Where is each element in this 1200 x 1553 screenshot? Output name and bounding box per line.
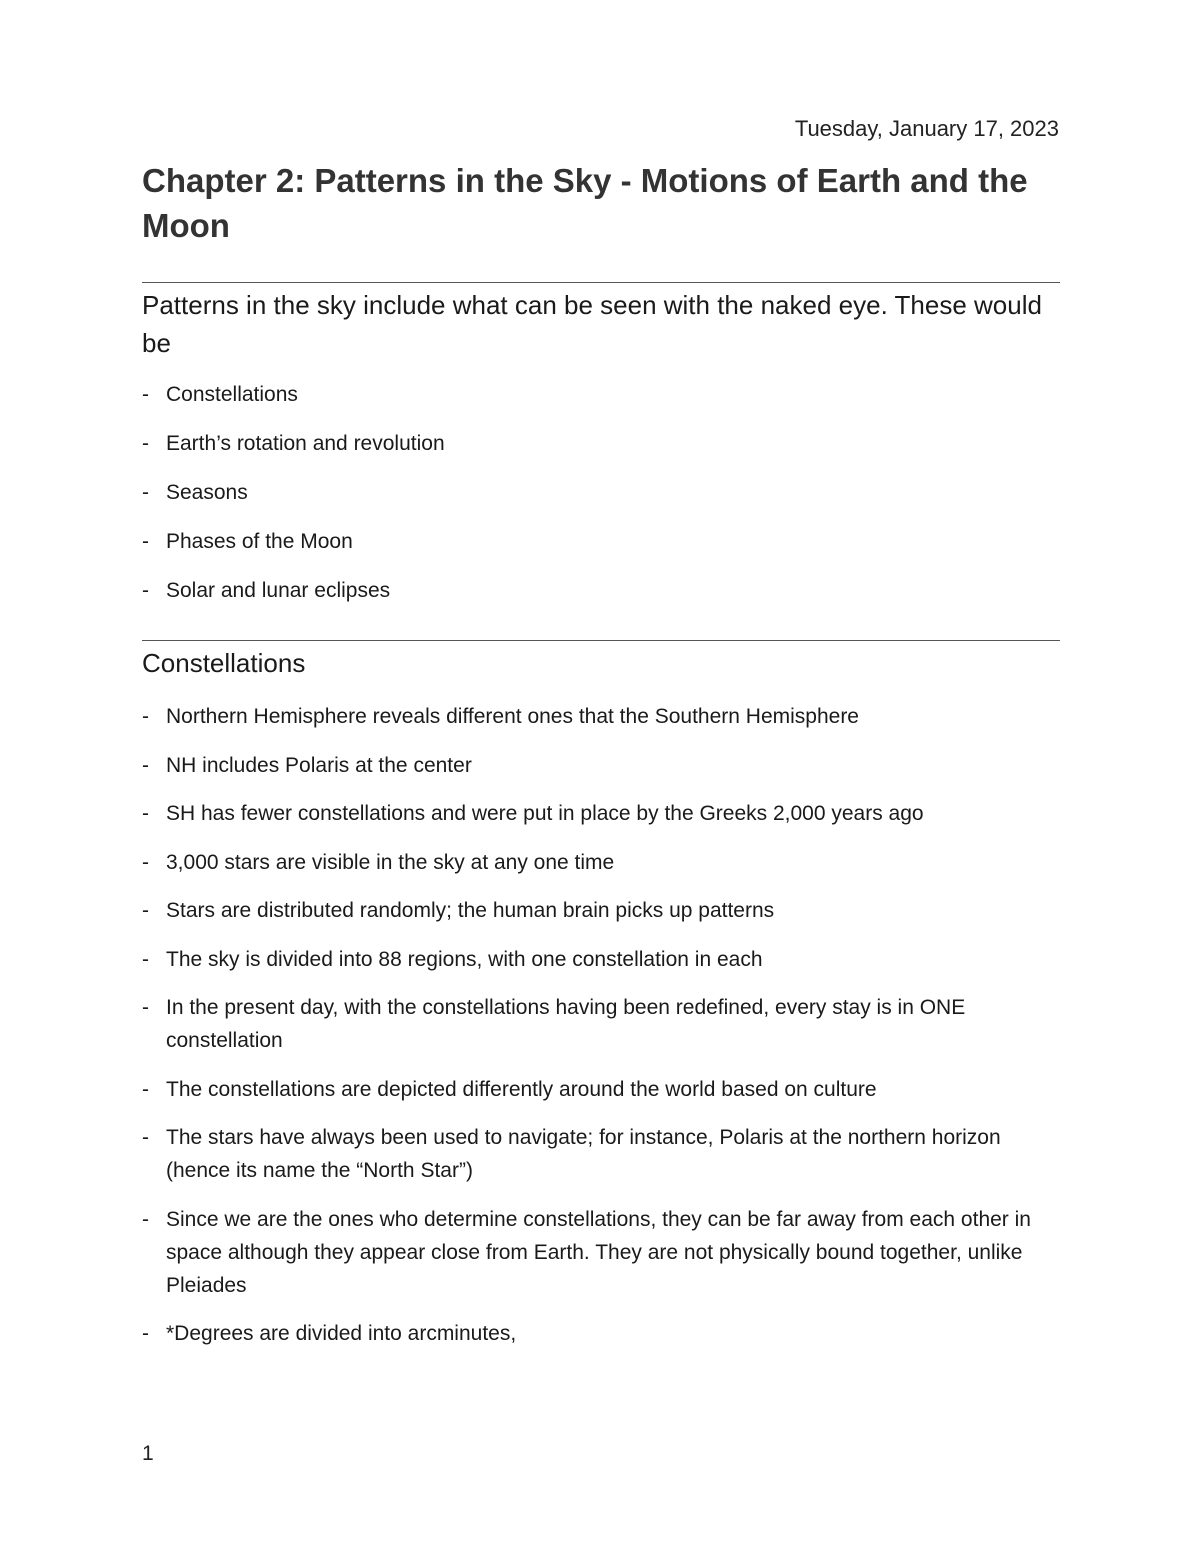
bullet-dash: - [142, 1207, 149, 1231]
list-item [142, 525, 1062, 558]
list-item [142, 797, 1062, 830]
intro-bullet-list [142, 378, 1062, 623]
intro-paragraph: Patterns in the sky include what can be seen with the naked eye. These would be [142, 290, 1042, 358]
list-item-text: Since we are the ones who determine constellations, they can be far away from each other in space although they appear close from Earth. They are not physically bound together, unlike Pleiades [166, 1207, 1031, 1297]
list-item-text: Seasons [166, 481, 248, 504]
list-item [142, 574, 1062, 607]
list-item-text: The constellations are depicted differently around the world based on culture [166, 1077, 877, 1101]
list-item-text: *Degrees are divided into arcminutes, [166, 1322, 517, 1345]
list-item [142, 700, 1062, 733]
list-item [142, 943, 1062, 976]
list-item [142, 1317, 1062, 1350]
constellations-bullet-list [142, 700, 1062, 1366]
list-item-text: Northern Hemisphere reveals different ones that the Southern Hemisphere [166, 705, 859, 728]
list-item [142, 991, 1062, 1057]
list-item [142, 476, 1062, 509]
bullet-dash: - [142, 996, 149, 1019]
bullet-dash: - [142, 383, 149, 406]
list-item-text: Solar and lunar eclipses [166, 579, 391, 602]
list-item-text: In the present day, with the constellations having been redefined, every stay is in ONE constellation [166, 996, 966, 1052]
list-item-text: Stars are distributed randomly; the human brain picks up patterns [166, 899, 775, 922]
document-date: Tuesday, January 17, 2023 [794, 116, 1059, 141]
list-item-text: SH has fewer constellations and were put in place by the Greeks 2,000 years ago [166, 802, 924, 825]
list-item [142, 749, 1062, 782]
list-item-text: Earth’s rotation and revolution [166, 432, 445, 455]
bullet-dash: - [142, 481, 149, 504]
list-item [142, 1203, 1062, 1302]
list-item-text: Phases of the Moon [166, 530, 353, 553]
list-item-text: Constellations [166, 383, 298, 406]
bullet-dash: - [142, 753, 149, 777]
bullet-dash: - [142, 947, 149, 971]
bullet-dash: - [142, 432, 149, 455]
section-divider [142, 640, 1060, 641]
section-heading-constellations: Constellations [142, 648, 306, 678]
list-item [142, 894, 1062, 927]
list-item [142, 427, 1062, 460]
bullet-dash: - [142, 1126, 149, 1149]
page-title: Chapter 2: Patterns in the Sky - Motions of Earth and the Moon [142, 162, 1028, 244]
bullet-dash: - [142, 705, 149, 728]
section-divider [142, 282, 1060, 283]
bullet-dash: - [142, 850, 149, 874]
bullet-dash: - [142, 1077, 149, 1101]
bullet-dash: - [142, 802, 149, 825]
bullet-dash: - [142, 1322, 149, 1345]
list-item-text: 3,000 stars are visible in the sky at any one time [166, 850, 615, 874]
bullet-dash: - [142, 579, 149, 602]
bullet-dash: - [142, 530, 149, 553]
list-item-text: The stars have always been used to navigate; for instance, Polaris at the northern horizon (hence its name the “North Star”) [166, 1126, 1001, 1182]
list-item-text: NH includes Polaris at the center [166, 753, 472, 777]
list-item [142, 1073, 1062, 1106]
list-item [142, 846, 1062, 879]
list-item-text: The sky is divided into 88 regions, with one constellation in each [166, 947, 763, 971]
page-number: 1 [142, 1442, 154, 1465]
list-item [142, 1121, 1062, 1187]
list-item [142, 378, 1062, 411]
bullet-dash: - [142, 899, 149, 922]
